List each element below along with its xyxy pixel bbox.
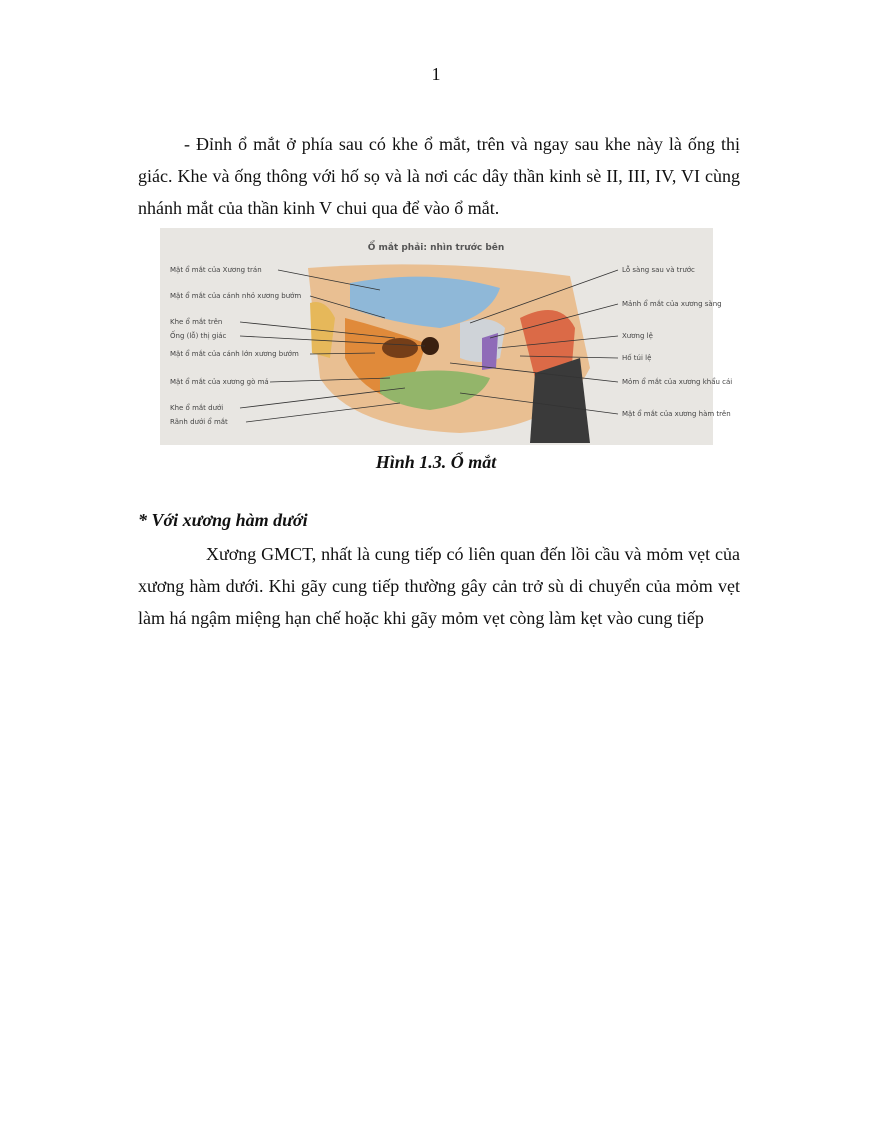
label-superior-fissure: Khe ổ mắt trên	[170, 318, 223, 326]
label-palatine: Mỏm ổ mắt của xương khẩu cái	[622, 378, 733, 386]
section-heading: * Với xương hàm dưới	[138, 510, 308, 530]
paragraph-orbit-apex-text: - Đỉnh ổ mắt ở phía sau có khe ổ mắt, trên và ngay sau khe này là ống thị giác. Khe và ống thông với hố sọ và là nơi các dây thần kinh sè II, III, IV, VI cùng nhánh mắt của thần kinh V chui qua để vào ổ mắt.	[138, 134, 740, 218]
label-optic-canal: Ống (lỗ) thị giác	[170, 332, 227, 340]
label-ethmoid-foramina: Lỗ sàng sau và trước	[622, 266, 695, 274]
orbit-illustration	[160, 228, 733, 445]
figure-title: Ổ mắt phải: nhìn trước bên	[367, 243, 505, 253]
label-frontal: Mặt ổ mắt của Xương trán	[170, 266, 262, 274]
label-inferior-fissure: Khe ổ mắt dưới	[170, 404, 224, 412]
paragraph-mandible-text: Xương GMCT, nhất là cung tiếp có liên quan đến lồi cầu và mỏm vẹt của xương hàm dưới. Khi gãy cung tiếp thường gây cản trở sù di chuyển của mỏm vẹt làm há ngậm miệng hạn chế hoặc khi gãy mỏm vẹt còng làm kẹt vào cung tiếp	[138, 544, 740, 628]
label-zygomatic: Mặt ổ mắt của xương gò má	[170, 378, 269, 386]
orbit-figure	[160, 228, 733, 445]
paragraph-mandible	[138, 538, 740, 634]
label-maxilla: Mặt ổ mắt của xương hàm trên	[622, 410, 731, 418]
label-ethmoid-plate: Mảnh ổ mắt của xương sàng	[622, 300, 722, 308]
paragraph-orbit-apex	[138, 128, 740, 224]
label-infraorbital-groove: Rãnh dưới ổ mắt	[170, 418, 228, 426]
figure-caption: Hình 1.3. Ổ mắt	[375, 452, 497, 472]
label-lacrimal: Xương lệ	[622, 332, 653, 340]
lacrimal-region	[482, 333, 498, 370]
page-number: 1	[431, 64, 441, 84]
label-lesser-wing: Mặt ổ mắt của cánh nhỏ xương bướm	[170, 292, 302, 300]
label-lacrimal-fossa: Hố túi lệ	[622, 354, 652, 362]
label-greater-wing: Mặt ổ mắt của cánh lớn xương bướm	[170, 350, 299, 358]
